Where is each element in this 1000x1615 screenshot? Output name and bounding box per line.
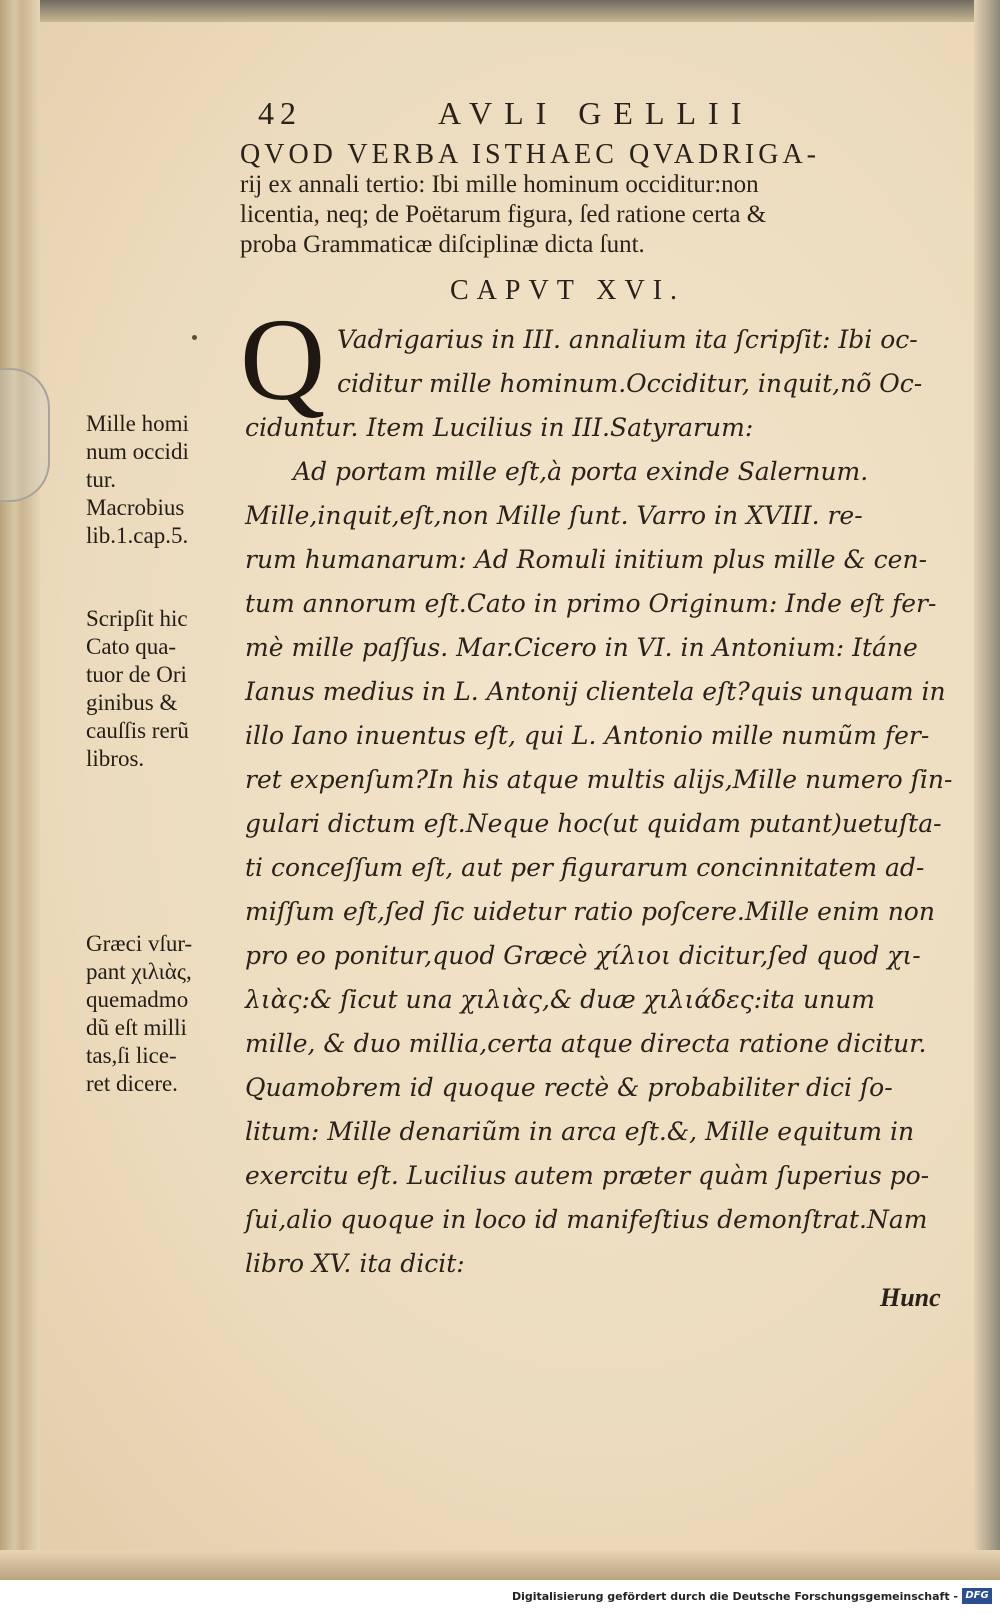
- page-bottom-edge: [0, 1550, 1000, 1580]
- margin-note-line: num occidi: [86, 439, 189, 464]
- page-gutter-edge: [0, 0, 40, 1580]
- body-line: ciduntur. Item Lucilius in III.Satyrarum:: [245, 413, 754, 442]
- folio-number: 42: [258, 95, 302, 131]
- body-line: litum: Mille denariũm in arca eſt.&, Mille equitum in: [245, 1117, 915, 1146]
- body-line: exercitu eſt. Lucilius autem præter quàm ſuperius po-: [245, 1161, 930, 1190]
- body-line: ti conceſſum eſt, aut per figurarum concinnitatem ad-: [245, 853, 925, 882]
- ink-dot: [192, 335, 197, 340]
- body-line: gulari dictum eſt.Neque hoc(ut quidam putant)uetuſta-: [245, 809, 942, 838]
- margin-note: [86, 605, 189, 773]
- chapter-heading: CAPVT XVI.: [450, 275, 686, 306]
- page-top-edge: [0, 0, 1000, 22]
- margin-note-line: lib.1.cap.5.: [86, 523, 189, 548]
- margin-note-line: quemadmo: [86, 987, 189, 1012]
- body-line: ret expenſum?In his atque multis alijs,Mille numero ſin-: [245, 765, 953, 794]
- body-line: λιὰς:& ſicut una χιλιὰς,& duæ χιλιάδες:ita unum: [245, 985, 876, 1014]
- body-line: illo Iano inuentus eſt, qui L. Antonio mille numũm fer-: [245, 721, 930, 750]
- body-line: pro eo ponitur,quod Græcè χίλιοι dicitur,ſed quod χι-: [245, 941, 921, 970]
- summary-line: proba Grammaticæ diſciplinæ dicta ſunt.: [240, 231, 645, 258]
- margin-note-line: Macrobius: [86, 495, 185, 520]
- body-line: mè mille paſſus. Mar.Cicero in VI. in Antonium: Itáne: [245, 633, 918, 662]
- margin-note-line: cauſſis rerũ: [86, 718, 189, 743]
- margin-note-line: ginibus &: [86, 690, 178, 715]
- summary-line: QVOD VERBA ISTHAEC QVADRIGA-: [240, 139, 820, 170]
- digitization-footer: [0, 1580, 1000, 1615]
- margin-note-line: tas,ſi lice-: [86, 1043, 177, 1068]
- running-header: [258, 95, 818, 135]
- summary-line: rij ex annali tertio: Ibi mille hominum occiditur:non: [240, 171, 759, 198]
- body-line: ciditur mille hominum.Occiditur, inquit,nõ Oc-: [337, 369, 923, 398]
- dfg-logo: DFG: [962, 1588, 992, 1604]
- body-line: Mille,inquit,eſt,non Mille ſunt. Varro in XVIII. re-: [245, 501, 863, 530]
- margin-note-line: pant χιλιὰς,: [86, 959, 192, 984]
- body-line: ſui,alio quoque in loco id manifeſtius demonſtrat.Nam: [245, 1205, 928, 1234]
- catchword: Hunc: [880, 1283, 941, 1312]
- body-line: Ianus medius in L. Antonij clientela eſt?quis unquam in: [245, 677, 946, 706]
- body-line: tum annorum eſt.Cato in primo Originum: Inde eſt fer-: [245, 589, 937, 618]
- margin-note-line: tuor de Ori: [86, 662, 187, 687]
- margin-note-line: ret dicere.: [86, 1071, 178, 1096]
- margin-note-line: tur.: [86, 467, 117, 492]
- margin-note-line: libros.: [86, 746, 145, 771]
- margin-note-line: Cato qua-: [86, 634, 177, 659]
- clip-mark: [0, 368, 50, 502]
- margin-note-line: dũ eſt milli: [86, 1015, 187, 1040]
- margin-note-line: Mille homi: [86, 411, 189, 436]
- margin-note: [86, 930, 192, 1098]
- page-right-edge: [974, 0, 1000, 1580]
- margin-note-line: Græci vſur-: [86, 931, 193, 956]
- body-line: mille, & duo millia,certa atque directa ratione dicitur.: [245, 1029, 927, 1058]
- body-line: libro XV. ita dicit:: [245, 1249, 465, 1278]
- body-line: rum humanarum: Ad Romuli initium plus mille & cen-: [245, 545, 928, 574]
- body-line: Vadrigarius in III. annalium ita ſcripſit: Ibi oc-: [337, 325, 918, 354]
- drop-capital: Q: [240, 294, 326, 425]
- body-line: Ad portam mille eſt,à porta exinde Salernum.: [293, 457, 869, 486]
- body-line: Quamobrem id quoque rectè & probabiliter dici ſo-: [245, 1073, 893, 1102]
- chapter-summary: [240, 140, 940, 260]
- body-line: miſſum eſt,ſed ſic uidetur ratio poſcere.Mille enim non: [245, 897, 935, 926]
- running-title: AVLI GELLII: [438, 95, 754, 131]
- margin-note-line: Scripſit hic: [86, 606, 188, 631]
- summary-line: licentia, neq; de Poëtarum figura, ſed ratione certa &: [240, 201, 767, 228]
- funding-credit: Digitalisierung gefördert durch die Deutsche Forschungsgemeinschaft -: [511, 1590, 958, 1603]
- margin-note: [86, 410, 189, 550]
